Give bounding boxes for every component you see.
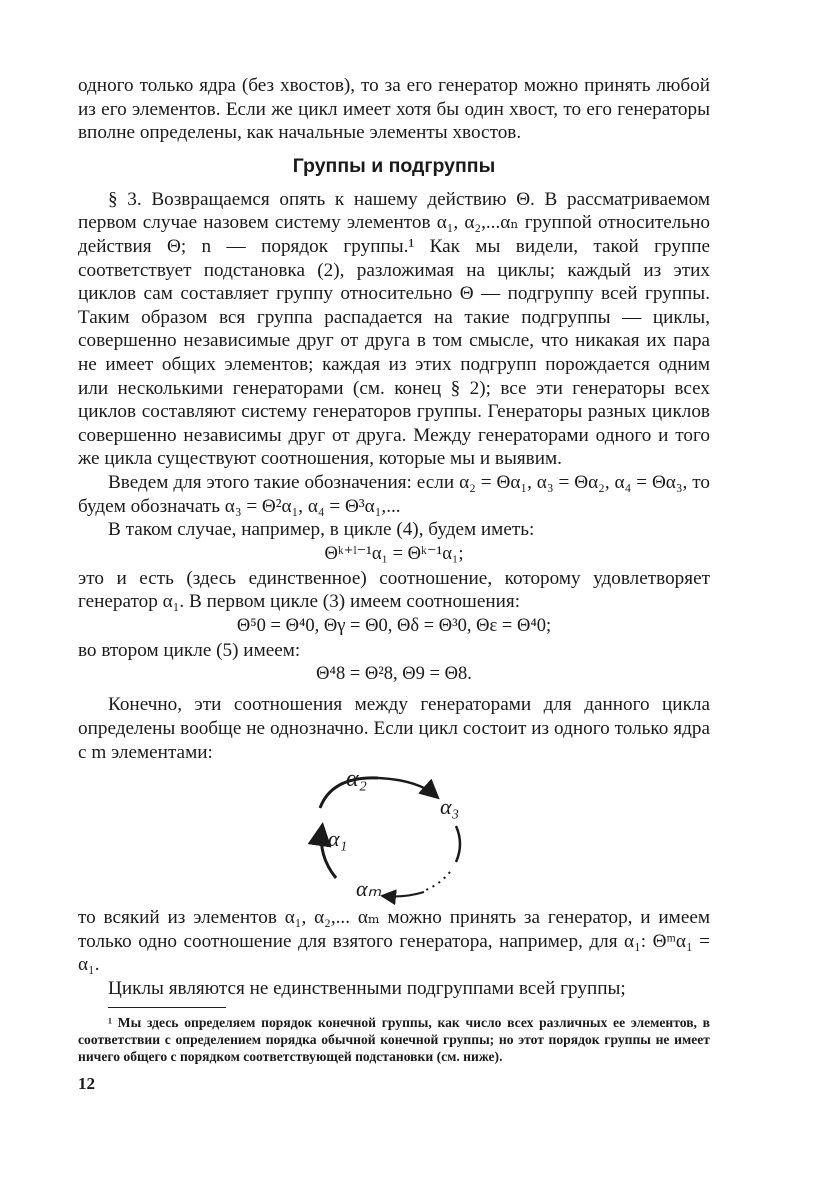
formula-first-cycle: Θ⁵0 = Θ⁴0, Θγ = Θ0, Θδ = Θ³0, Θε = Θ⁴0;	[236, 615, 552, 636]
cycle-arc-dots	[426, 872, 450, 890]
label-alpha-2: α₂	[346, 766, 367, 793]
cycle-diagram	[78, 766, 710, 906]
cycle-arc-bottom	[384, 892, 424, 897]
paragraph-top: одного только ядра (без хвостов), то за его генератор можно принять любой из его элементов. Если же цикл имеет хотя бы один хвост, то его генераторы вполне определены, как начальные элементы хвостов.	[78, 75, 710, 144]
paragraph-section-3: § 3. Возвращаемся опять к нашему действию Θ. В рассматриваемом первом случае назовем систему элементов α₁, α₂,...αₙ группой относительно действия Θ; n — порядок группы.¹ Как мы видели, такой группе соответствует подстановка (2), разложимая на циклы; каждый из этих циклов сам составляет группу относительно Θ — подгруппу всей группы. Таким образом вся группа распадается на такие подгруппы — циклы, совершенно независимые друг от друга в том смысле, что никакая их пара не имеет общих элементов; каждая из этих подгрупп порождается одним или несколькими генераторами (см. конец § 2); все эти генераторы всех циклов составляют систему генераторов группы. Генераторы разных циклов совершенно независимы друг от друга. Между генераторами одного и того же цикла существуют соотношения, которые мы и выявим.	[78, 188, 710, 470]
cycle-arc-right	[456, 826, 460, 862]
footnote-divider	[108, 1007, 226, 1008]
paragraph-second-cycle: во втором цикле (5) имеем:	[78, 639, 301, 661]
formula-cycle-4: Θᵏ⁺ˡ⁻¹α₁ = Θᵏ⁻¹α₁;	[324, 543, 464, 564]
cycle-arc-right-top	[378, 778, 436, 796]
paragraph-notation: Введем для этого такие обозначения: если α₂ = Θα₁, α₃ = Θα₂, α₄ = Θα₃, то будем обозначать α₃ = Θ²α₁, α₄ = Θ³α₁,...	[78, 471, 710, 517]
footnote: ¹ Мы здесь определяем порядок конечной группы, как число всех различных ее элементов, в соответствии с определением порядка обычной конечной группы; но этот порядок группы не имеет ничего общего с порядком соответствующей подстановки (см. ниже).	[78, 1014, 710, 1064]
label-alpha-m: αₘ	[356, 876, 382, 902]
paragraph-cycle-4: В таком случае, например, в цикле (4), будем иметь:	[108, 519, 535, 541]
page-body	[78, 74, 710, 1065]
paragraph-conclusion: Конечно, эти соотношения между генераторами для данного цикла определены вообще не однозначно. Если цикл состоит из одного только ядра с m элементами:	[78, 694, 710, 763]
cycle-diagram-svg	[78, 766, 710, 906]
label-alpha-1: α₁	[328, 826, 348, 852]
label-alpha-3: α₃	[440, 794, 460, 820]
paragraph-last: Циклы являются не единственными подгруппами всей группы;	[108, 978, 626, 1000]
section-heading: Группы и подгруппы	[292, 154, 496, 177]
page-number: 12	[78, 1074, 95, 1093]
formula-second-cycle: Θ⁴8 = Θ²8, Θ9 = Θ8.	[316, 664, 472, 685]
paragraph-relation: это и есть (здесь единственное) соотношение, которому удовлетворяет генератор α₁. В первом цикле (3) имеем соотношения:	[78, 567, 710, 613]
paragraph-after-diagram: то всякий из элементов α₁, α₂,... αₘ можно принять за генератор, и имеем только одно соотношение для взятого генератора, например, для α₁: Θᵐα₁ = α₁.	[78, 907, 710, 976]
